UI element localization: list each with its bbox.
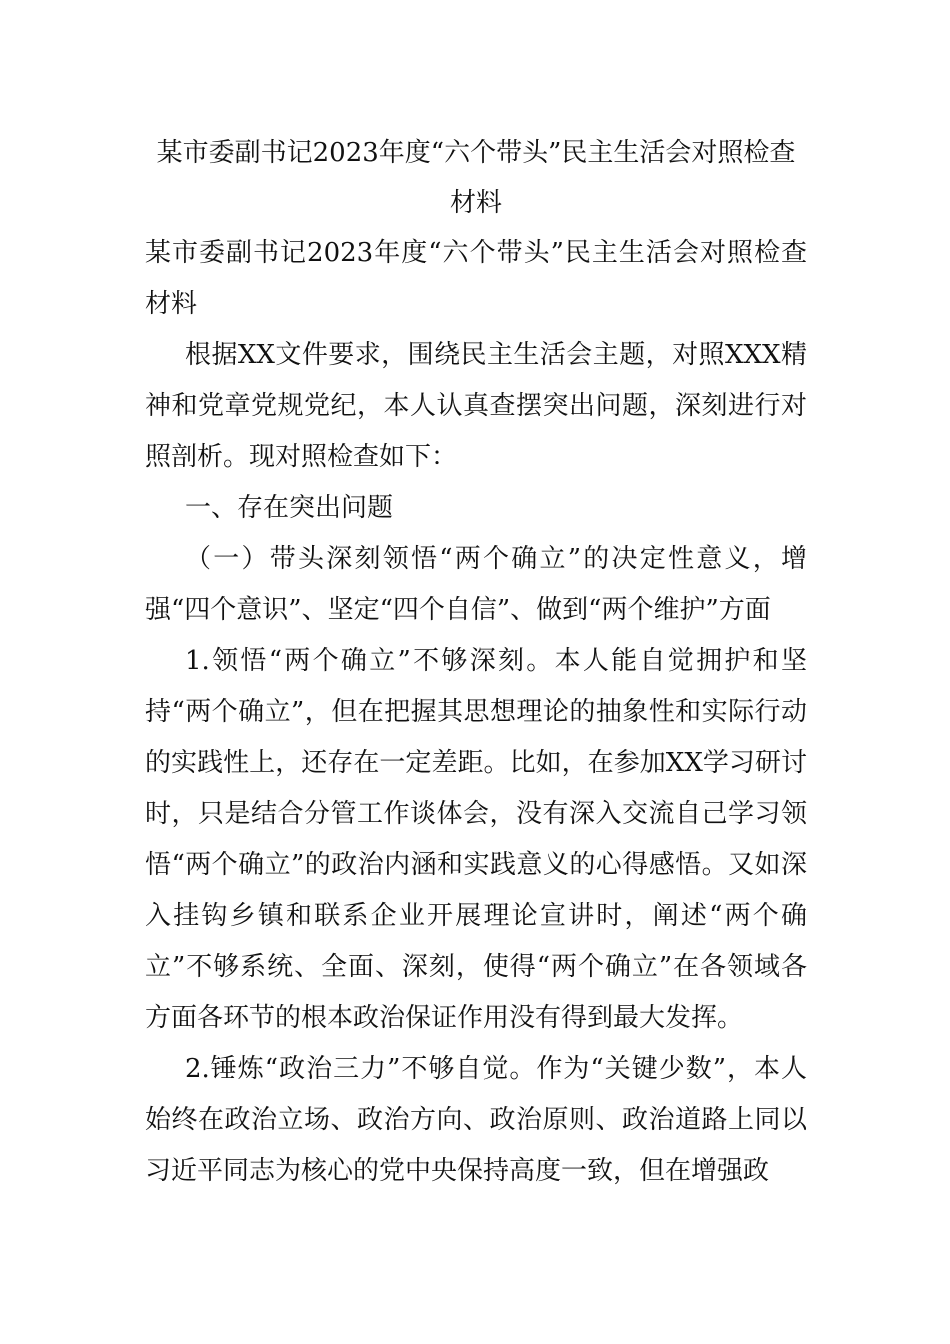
document-title-line-2: 材料 (449, 188, 502, 218)
paragraph-item-1: 1.领悟“两个确立”不够深刻。本人能自觉拥护和坚持“两个确立”，但在把握其思想理论的抽象性和实际行动的实践性上，还存在一定差距。比如，在参加XX学习研讨时，只是结合分管工作谈体会，没有深入交流自己学习领悟“两个确立”的政治内涵和实践意义的心得感悟。又如深入挂钩乡镇和联系企业开展理论宣讲时，阐述“两个确立”不够系统、全面、深刻，使得“两个确立”在各领域各方面各环节的根本政治保证作用没有得到最大发挥。 (145, 646, 807, 1033)
document-title-line-1: 某市委副书记2023年度“六个带头”民主生活会对照检查 (156, 138, 796, 168)
paragraph-item-2: 2.锤炼“政治三力”不够自觉。作为“关键少数”，本人始终在政治立场、政治方向、政治原则、政治道路上同以习近平同志为核心的党中央保持高度一致，但在增强政 (145, 1054, 807, 1186)
section-heading: 一、存在突出问题 (185, 493, 394, 523)
paragraph-intro: 根据XX文件要求，围绕民主生活会主题，对照XXX精神和党章党规党纪，本人认真查摆突出问题，深刻进行对照剖析。现对照检查如下： (145, 340, 807, 472)
document-subtitle: 某市委副书记2023年度“六个带头”民主生活会对照检查材料 (145, 238, 807, 319)
document-page (145, 128, 807, 1197)
document-title (145, 128, 807, 228)
subsection-heading: （一）带头深刻领悟“两个确立”的决定性意义，增强“四个意识”、坚定“四个自信”、做到“两个维护”方面 (145, 544, 807, 625)
